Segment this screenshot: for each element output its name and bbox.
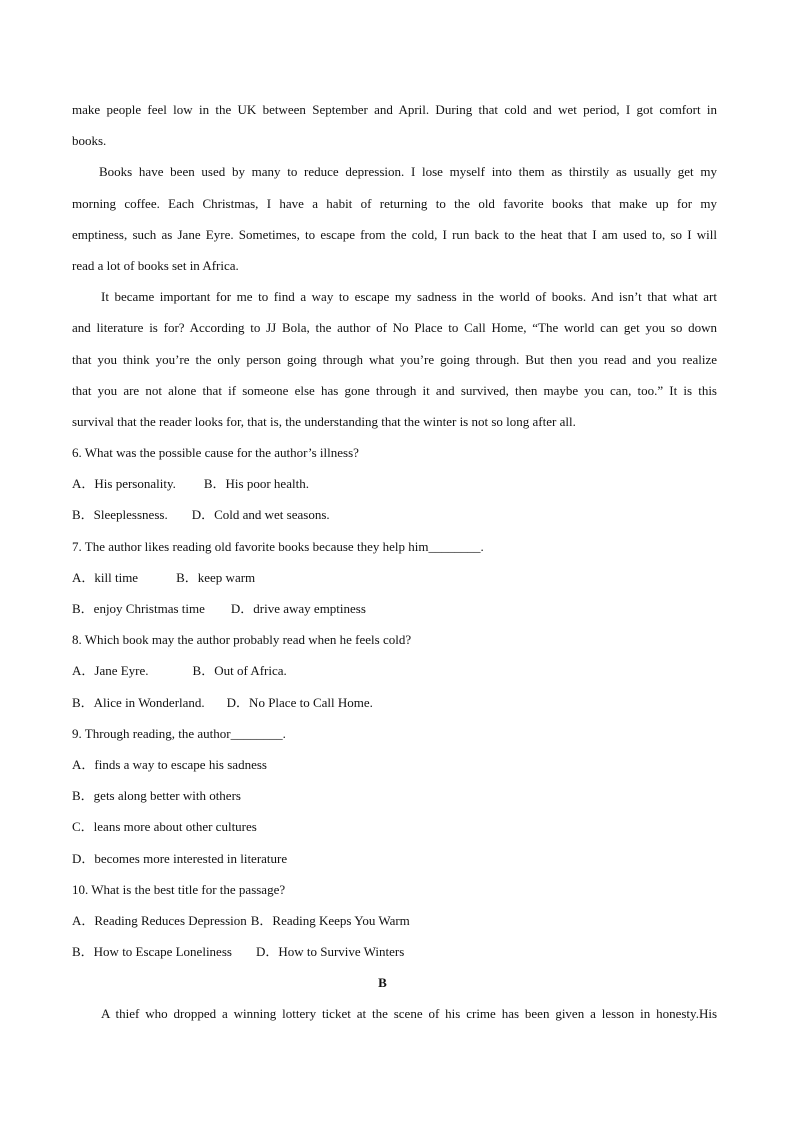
question-10-option-c[interactable]: B．How to Escape Loneliness bbox=[72, 944, 232, 960]
passage-a-p3-line-2: and literature is for? According to JJ Bola, the author of No Place to Call Home, “The world can get you so down bbox=[72, 320, 717, 336]
passage-a-p1-line-2: books. bbox=[72, 133, 107, 149]
passage-a-p2-line-2: morning coffee. Each Christmas, I have a habit of returning to the old favorite books that make up for my bbox=[72, 195, 717, 211]
question-10-options-row-2 bbox=[72, 942, 717, 973]
question-8-option-a[interactable]: A．Jane Eyre. bbox=[72, 663, 149, 679]
question-9-option-c[interactable]: C．leans more about other cultures bbox=[72, 819, 257, 835]
question-8-option-c[interactable]: B．Alice in Wonderland. bbox=[72, 694, 205, 710]
passage-a-p3-line-5: survival that the reader looks for, that is, the understanding that the winter is not so long after all. bbox=[72, 413, 576, 429]
question-10-option-d[interactable]: D．How to Survive Winters bbox=[255, 944, 405, 960]
question-7-stem: 7. The author likes reading old favorite books because they help him________. bbox=[72, 538, 484, 554]
passage-a-p3-line-1: It became important for me to find a way to escape my sadness in the world of books. And isn’t that what art bbox=[101, 289, 717, 305]
question-8-options-row-1 bbox=[72, 661, 717, 692]
passage-a-p3-line-3: that you think you’re the only person going through what you’re going through. But then you read and you realize bbox=[72, 351, 717, 367]
passage-a-p2-line-4: read a lot of books set in Africa. bbox=[72, 257, 239, 273]
question-9-option-d[interactable]: D．becomes more interested in literature bbox=[72, 850, 288, 866]
exam-page bbox=[72, 100, 717, 1036]
question-7-option-c[interactable]: B．enjoy Christmas time bbox=[72, 601, 205, 616]
question-8-options-row-2 bbox=[72, 693, 717, 724]
passage-a-p3-line-4: that you are not alone that if someone else has gone through it and survived, then maybe you can, too.” It is this bbox=[72, 382, 717, 398]
passage-b-p1-line-1: A thief who dropped a winning lottery ticket at the scene of his crime has been given a lesson in honesty.His bbox=[101, 1006, 717, 1022]
question-8-option-b[interactable]: B．Out of Africa. bbox=[192, 663, 287, 679]
question-6-option-b[interactable]: B．His poor health. bbox=[203, 476, 309, 492]
section-b-heading: B bbox=[378, 975, 387, 991]
question-9-stem: 9. Through reading, the author________. bbox=[72, 725, 286, 741]
question-6-options-row-1 bbox=[72, 474, 717, 505]
question-10-option-a[interactable]: A．Reading Reduces Depression bbox=[72, 912, 247, 928]
question-7-option-d[interactable]: D．drive away emptiness bbox=[230, 601, 366, 616]
question-8-option-d[interactable]: D．No Place to Call Home. bbox=[226, 694, 373, 710]
question-9-option-b[interactable]: B．gets along better with others bbox=[72, 788, 241, 804]
question-8-stem: 8. Which book may the author probably read when he feels cold? bbox=[72, 632, 412, 648]
question-10-options-row-1 bbox=[72, 911, 717, 942]
passage-a-p2-line-3: emptiness, such as Jane Eyre. Sometimes, to escape from the cold, I run back to the heat that I am used to, so I will bbox=[72, 226, 717, 242]
question-6-option-a[interactable]: A．His personality. bbox=[72, 476, 176, 492]
question-6-stem: 6. What was the possible cause for the author’s illness? bbox=[72, 445, 359, 461]
passage-a-p2-line-1: Books have been used by many to reduce depression. I lose myself into them as thirstily as usually get my bbox=[99, 164, 717, 180]
question-6-options-row-2 bbox=[72, 505, 717, 536]
question-6-option-d[interactable]: D．Cold and wet seasons. bbox=[191, 507, 330, 523]
question-10-stem: 10. What is the best title for the passage? bbox=[72, 881, 286, 897]
question-7-options-row-1 bbox=[72, 568, 717, 599]
question-7-options-row-2 bbox=[72, 599, 717, 630]
question-7-option-a[interactable]: A．kill time bbox=[72, 569, 139, 585]
question-10-option-b[interactable]: B．Reading Keeps You Warm bbox=[250, 912, 410, 928]
question-6-option-c[interactable]: B．Sleeplessness. bbox=[72, 507, 168, 523]
passage-a-p1-line-1: make people feel low in the UK between September and April. During that cold and wet period, I got comfort in bbox=[72, 102, 717, 117]
question-9-option-a[interactable]: A．finds a way to escape his sadness bbox=[72, 756, 267, 772]
question-7-option-b[interactable]: B．keep warm bbox=[176, 569, 256, 585]
